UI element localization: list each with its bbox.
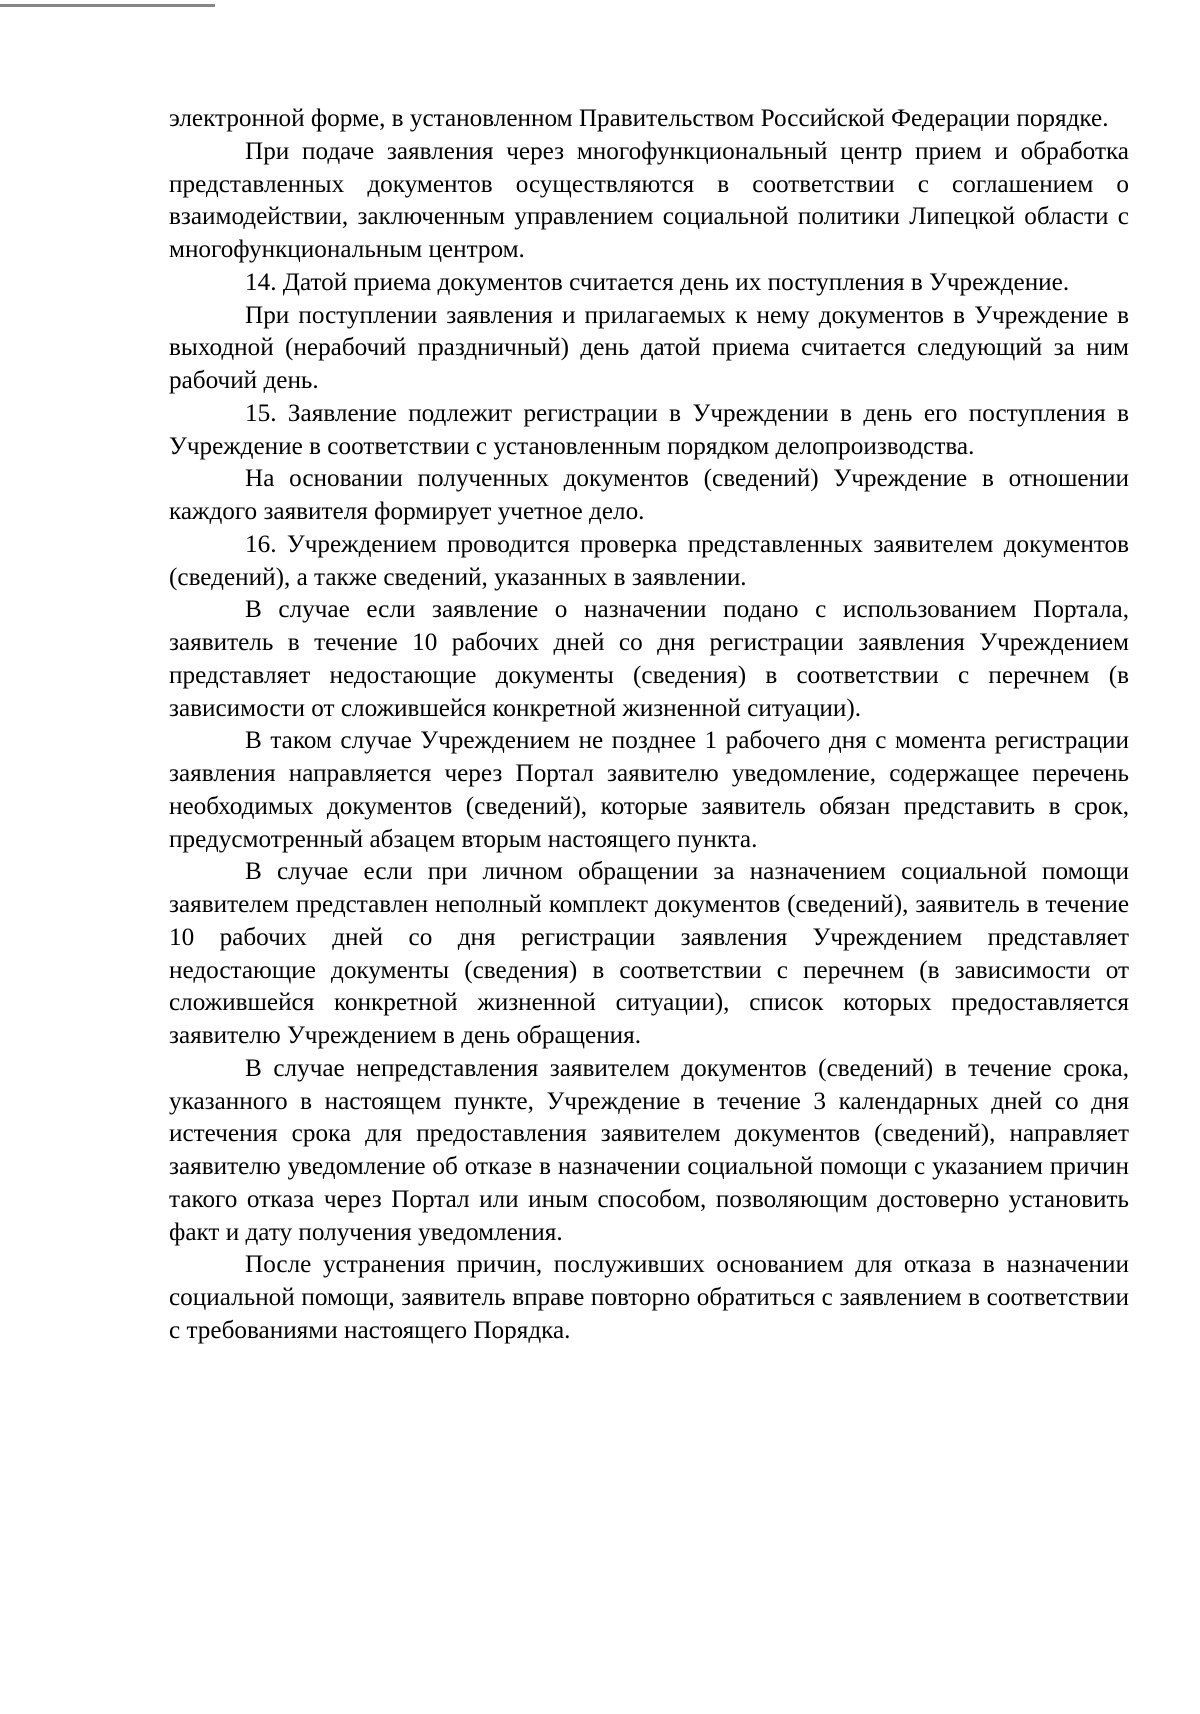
paragraph-personal-submission: В случае если при личном обращении за назначением социальной помощи заявителем представлен неполный комплект документов (сведений), заявитель в течение 10 рабочих дней со дня регистрации заявления Учреждением представляет недостающие документы (сведения) в соответствии с перечнем (в зависимости от сложившейся конкретной жизненной ситуации), список которых предоставляется заявителю Учреждением в день обращения.	[169, 858, 1129, 1049]
paragraph-resubmission: После устранения причин, послуживших основанием для отказа в назначении социальной помощи, заявитель вправе повторно обратиться с заявлением в соответствии с требованиями настоящего Порядка.	[169, 1251, 1129, 1344]
paragraph-16-verification: 16. Учреждением проводится проверка представленных заявителем документов (сведений), а также сведений, указанных в заявлении.	[169, 530, 1129, 591]
paragraph-mfc-processing: При подаче заявления через многофункциональный центр прием и обработка представленных документов осуществляются в соответствии с соглашением о взаимодействии, заключенным управлением социальной политики Липецкой области с многофункциональным центром.	[169, 137, 1129, 263]
paragraph-portal-submission: В случае если заявление о назначении подано с использованием Портала, заявитель в течение 10 рабочих дней со дня регистрации заявления Учреждением представляет недостающие документы (сведения) в соответствии с перечнем (в зависимости от сложившейся конкретной жизненной ситуации).	[169, 596, 1129, 722]
paragraph-15-registration: 15. Заявление подлежит регистрации в Учреждении в день его поступления в Учреждение в соответствии с установленным порядком делопроизводства.	[169, 399, 1129, 460]
paragraph-holiday-receipt: При поступлении заявления и прилагаемых к нему документов в Учреждение в выходной (нерабочий праздничный) день датой приема считается следующий за ним рабочий день.	[169, 301, 1129, 394]
document-body	[169, 103, 1129, 1348]
scan-edge-mark	[0, 4, 215, 7]
paragraph-portal-notification: В таком случае Учреждением не позднее 1 рабочего дня с момента регистрации заявления направляется через Портал заявителю уведомление, содержащее перечень необходимых документов (сведений), которые заявитель обязан представить в срок, предусмотренный абзацем вторым настоящего пункта.	[169, 727, 1129, 853]
paragraph-account-file: На основании полученных документов (сведений) Учреждение в отношении каждого заявителя формирует учетное дело.	[169, 465, 1129, 525]
paragraph-refusal-notice: В случае непредставления заявителем документов (сведений) в течение срока, указанного в настоящем пункте, Учреждение в течение 3 календарных дней со дня истечения срока для предоставления заявителем документов (сведений), направляет заявителю уведомление об отказе в назначении социальной помощи с указанием причин такого отказа через Портал или иным способом, позволяющим достоверно установить факт и дату получения уведомления.	[169, 1054, 1129, 1246]
paragraph-14-receipt-date: 14. Датой приема документов считается день их поступления в Учреждение.	[245, 268, 1070, 296]
paragraph-continuation: электронной форме, в установленном Правительством Российской Федерации порядке.	[169, 105, 1109, 132]
